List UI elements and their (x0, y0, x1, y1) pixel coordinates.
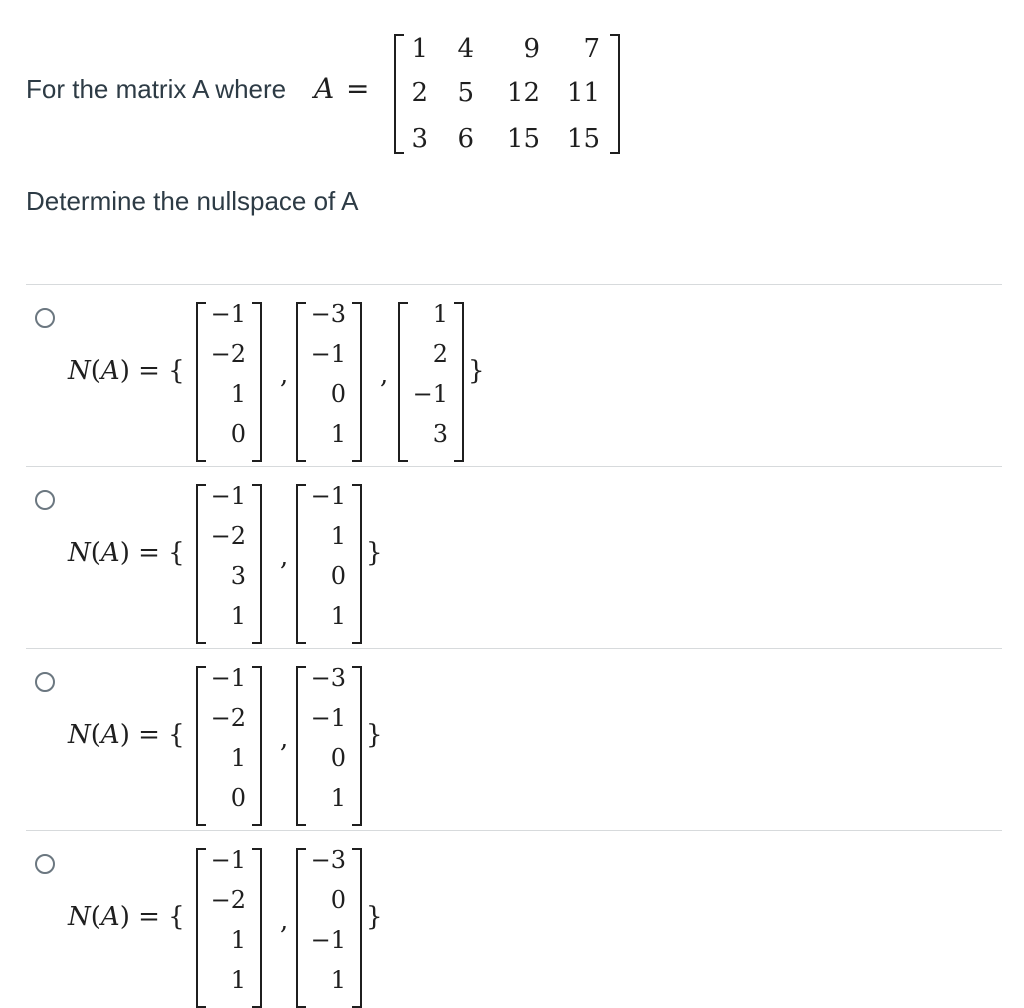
vector-entry: 3 (432, 420, 448, 448)
question-instruction: Determine the nullspace of A (26, 186, 359, 216)
vector-entry: −1 (412, 380, 448, 408)
vector-entry: 1 (330, 966, 346, 994)
vector-entry: −3 (310, 846, 346, 874)
label-part: ) (119, 356, 130, 386)
nullspace-label (68, 356, 185, 386)
vector-separator: , (280, 724, 289, 754)
answer-radio-4[interactable] (35, 854, 55, 874)
matrix-cell: 11 (566, 78, 600, 108)
answer-radio-3[interactable] (35, 672, 55, 692)
option-divider (26, 466, 1002, 467)
nullspace-label (68, 720, 185, 750)
vector-entry: 2 (432, 340, 448, 368)
matrix-cell: 3 (411, 124, 428, 154)
label-part: ) (119, 902, 130, 932)
vector-separator: , (280, 542, 289, 572)
matrix-cell: 9 (523, 34, 540, 64)
vector-entry: −1 (310, 340, 346, 368)
label-part: N (68, 538, 91, 568)
vector-entry: −3 (310, 664, 346, 692)
label-part: = { (129, 720, 185, 750)
vector-entry: −2 (210, 340, 246, 368)
set-close-brace: } (366, 538, 383, 568)
label-part: A (100, 720, 120, 750)
label-part: = { (129, 356, 185, 386)
matrix-cell: 15 (566, 124, 600, 154)
answer-radio-2[interactable] (35, 490, 55, 510)
matrix-cell: 7 (583, 34, 600, 64)
vector-entry: −1 (210, 482, 246, 510)
vector-entry: 1 (230, 926, 246, 954)
vector-entry: −1 (210, 300, 246, 328)
label-part: A (100, 902, 120, 932)
vector-entry: 1 (330, 420, 346, 448)
nullspace-label (68, 538, 185, 568)
nullspace-label (68, 902, 185, 932)
vector-entry: 0 (330, 562, 346, 590)
vector-entry: −2 (210, 522, 246, 550)
matrix-cell: 12 (506, 78, 540, 108)
vector-right-bracket (252, 666, 262, 826)
matrix-cell: 4 (457, 34, 474, 64)
label-part: ( (90, 720, 101, 750)
vector-right-bracket (352, 302, 362, 462)
vector-entry: −1 (310, 482, 346, 510)
label-part: ) (119, 720, 130, 750)
option-divider (26, 284, 1002, 285)
vector-entry: 1 (330, 522, 346, 550)
vector-entry: −1 (210, 846, 246, 874)
vector-entry: −3 (310, 300, 346, 328)
set-close-brace: } (468, 356, 485, 386)
vector-entry: 1 (230, 966, 246, 994)
vector-entry: −2 (210, 886, 246, 914)
matrix-cell: 15 (506, 124, 540, 154)
label-part: = { (129, 538, 185, 568)
vector-separator: , (280, 906, 289, 936)
vector-right-bracket (352, 666, 362, 826)
vector-entry: 0 (330, 886, 346, 914)
equals-sign: = (346, 72, 370, 105)
vector-entry: −1 (310, 704, 346, 732)
vector-entry: −1 (210, 664, 246, 692)
vector-right-bracket (352, 848, 362, 1008)
vector-entry: 0 (330, 744, 346, 772)
matrix-right-bracket (610, 34, 620, 154)
label-part: A (100, 538, 120, 568)
label-part: N (68, 356, 91, 386)
vector-right-bracket (252, 848, 262, 1008)
vector-entry: 3 (230, 562, 246, 590)
vector-entry: 0 (230, 420, 246, 448)
vector-entry: −2 (210, 704, 246, 732)
vector-entry: 1 (230, 380, 246, 408)
vector-entry: 0 (330, 380, 346, 408)
vector-right-bracket (454, 302, 464, 462)
set-close-brace: } (366, 720, 383, 750)
vector-right-bracket (252, 484, 262, 644)
vector-separator: , (380, 360, 389, 390)
matrix-cell: 2 (411, 78, 428, 108)
matrix-symbol: A (314, 72, 335, 105)
label-part: N (68, 720, 91, 750)
label-part: ( (90, 902, 101, 932)
answer-radio-1[interactable] (35, 308, 55, 328)
vector-entry: 1 (230, 744, 246, 772)
label-part: ) (119, 538, 130, 568)
vector-right-bracket (352, 484, 362, 644)
vector-separator: , (280, 360, 289, 390)
matrix-cell: 6 (457, 124, 474, 154)
option-divider (26, 648, 1002, 649)
label-part: ( (90, 356, 101, 386)
label-part: A (100, 356, 120, 386)
question-prompt: For the matrix A where (26, 74, 287, 104)
vector-right-bracket (252, 302, 262, 462)
label-part: N (68, 902, 91, 932)
option-divider (26, 830, 1002, 831)
label-part: ( (90, 538, 101, 568)
matrix-cell: 5 (457, 78, 474, 108)
vector-entry: 0 (230, 784, 246, 812)
set-close-brace: } (366, 902, 383, 932)
vector-entry: 1 (330, 784, 346, 812)
vector-entry: 1 (330, 602, 346, 630)
vector-entry: −1 (310, 926, 346, 954)
label-part: = { (129, 902, 185, 932)
vector-entry: 1 (432, 300, 448, 328)
vector-entry: 1 (230, 602, 246, 630)
matrix-cell: 1 (411, 34, 428, 64)
